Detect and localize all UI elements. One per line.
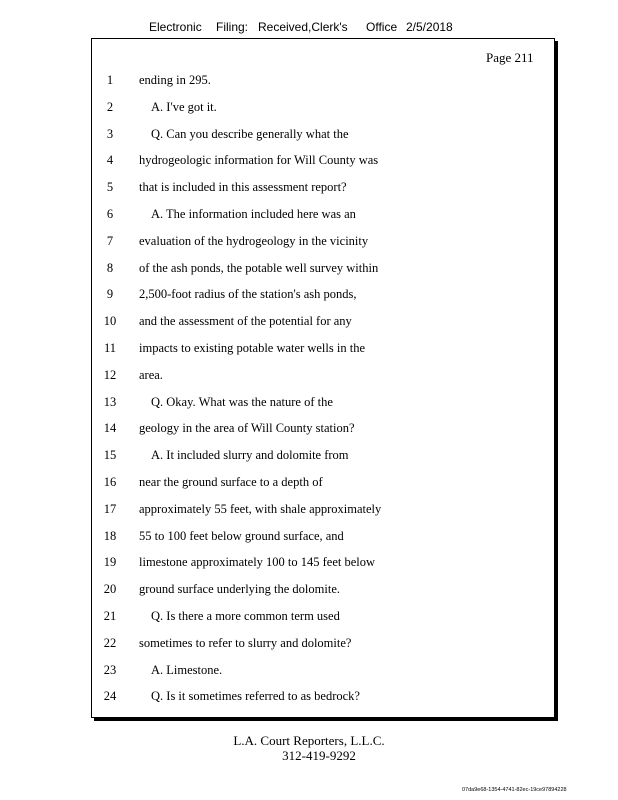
line-number: 22 xyxy=(103,635,117,650)
line-text: ground surface underlying the dolomite. xyxy=(139,582,340,597)
header-filing: Filing: xyxy=(216,20,249,34)
transcript-line xyxy=(0,127,618,147)
line-text: limestone approximately 100 to 145 feet below xyxy=(139,555,376,570)
line-text: 2,500-foot radius of the station's ash ponds, xyxy=(139,287,357,302)
line-number: 1 xyxy=(106,73,114,87)
line-text: A. The information included here was an xyxy=(151,207,356,221)
transcript-line xyxy=(0,421,618,441)
line-number: 18 xyxy=(103,528,117,543)
header-received: Received,Clerk's xyxy=(258,20,348,34)
footer xyxy=(0,733,618,763)
transcript-line xyxy=(0,234,618,254)
transcript-line xyxy=(0,663,618,683)
line-text: area. xyxy=(139,367,163,382)
line-number: 2 xyxy=(106,99,114,114)
court-reporter-name: L.A. Court Reporters, L.L.C. xyxy=(233,733,385,748)
line-text: Q. Is it sometimes referred to as bedrock? xyxy=(151,689,360,704)
line-number: 9 xyxy=(106,287,114,302)
line-text: A. It included slurry and dolomite from xyxy=(151,448,349,463)
line-number: 23 xyxy=(103,662,117,677)
transcript-line xyxy=(0,636,618,656)
line-number: 15 xyxy=(103,448,117,463)
transcript-line xyxy=(0,100,618,120)
line-text: and the assessment of the potential for any xyxy=(139,314,352,329)
line-text: A. I've got it. xyxy=(151,99,217,114)
transcript-line xyxy=(0,180,618,200)
line-number: 20 xyxy=(103,582,117,597)
transcript-line xyxy=(0,153,618,173)
line-number: 21 xyxy=(103,609,117,623)
line-text: approximately 55 feet, with shale approximately xyxy=(139,501,382,516)
transcript-line xyxy=(0,73,618,93)
line-number: 6 xyxy=(106,207,114,221)
line-number: 3 xyxy=(106,126,114,141)
line-number: 13 xyxy=(103,394,117,409)
transcript-line xyxy=(0,314,618,334)
line-text: 55 to 100 feet below ground surface, and xyxy=(139,528,344,543)
line-text: sometimes to refer to slurry and dolomite? xyxy=(139,635,352,650)
transcript-line xyxy=(0,261,618,281)
line-number: 8 xyxy=(106,260,114,275)
transcript-line xyxy=(0,341,618,361)
header-electronic: Electronic xyxy=(149,20,202,34)
line-number: 12 xyxy=(103,367,117,382)
line-number: 19 xyxy=(103,555,117,570)
line-text: Q. Can you describe generally what the xyxy=(151,126,349,141)
line-number: 16 xyxy=(103,475,117,489)
line-text: A. Limestone. xyxy=(151,662,223,677)
transcript-line xyxy=(0,287,618,307)
line-text: Q. Okay. What was the nature of the xyxy=(151,394,333,409)
line-text: impacts to existing potable water wells in the xyxy=(139,341,365,355)
line-text: that is included in this assessment report? xyxy=(139,180,347,195)
transcript-line xyxy=(0,207,618,227)
line-number: 11 xyxy=(103,341,117,355)
line-text: near the ground surface to a depth of xyxy=(139,475,323,489)
transcript-line xyxy=(0,582,618,602)
filing-header xyxy=(0,20,618,36)
transcript-line xyxy=(0,689,618,709)
transcript-line xyxy=(0,368,618,388)
line-number: 7 xyxy=(106,233,114,248)
document-id: 07da9e68-1354-4741-82ec-19ce97894228 xyxy=(462,787,567,793)
line-number: 5 xyxy=(106,180,114,195)
line-number: 24 xyxy=(103,689,117,704)
court-reporter-phone: 312-419-9292 xyxy=(282,748,356,763)
header-office: Office xyxy=(366,20,398,34)
transcript-line xyxy=(0,555,618,575)
transcript-line xyxy=(0,529,618,549)
line-number: 17 xyxy=(103,501,117,516)
transcript-line xyxy=(0,448,618,468)
transcript-line xyxy=(0,609,618,629)
line-text: geology in the area of Will County station? xyxy=(139,421,355,436)
line-text: hydrogeologic information for Will County was xyxy=(139,153,379,168)
line-text: ending in 295. xyxy=(139,73,211,87)
transcript-line xyxy=(0,502,618,522)
line-number: 4 xyxy=(106,153,114,168)
transcript-line xyxy=(0,395,618,415)
transcript-line xyxy=(0,475,618,495)
header-date: 2/5/2018 xyxy=(406,20,453,34)
page-number: Page 211 xyxy=(486,50,534,65)
line-text: evaluation of the hydrogeology in the vicinity xyxy=(139,233,369,248)
line-text: of the ash ponds, the potable well survey within xyxy=(139,260,379,275)
line-number: 10 xyxy=(103,314,117,329)
line-number: 14 xyxy=(103,421,117,436)
line-text: Q. Is there a more common term used xyxy=(151,609,340,623)
